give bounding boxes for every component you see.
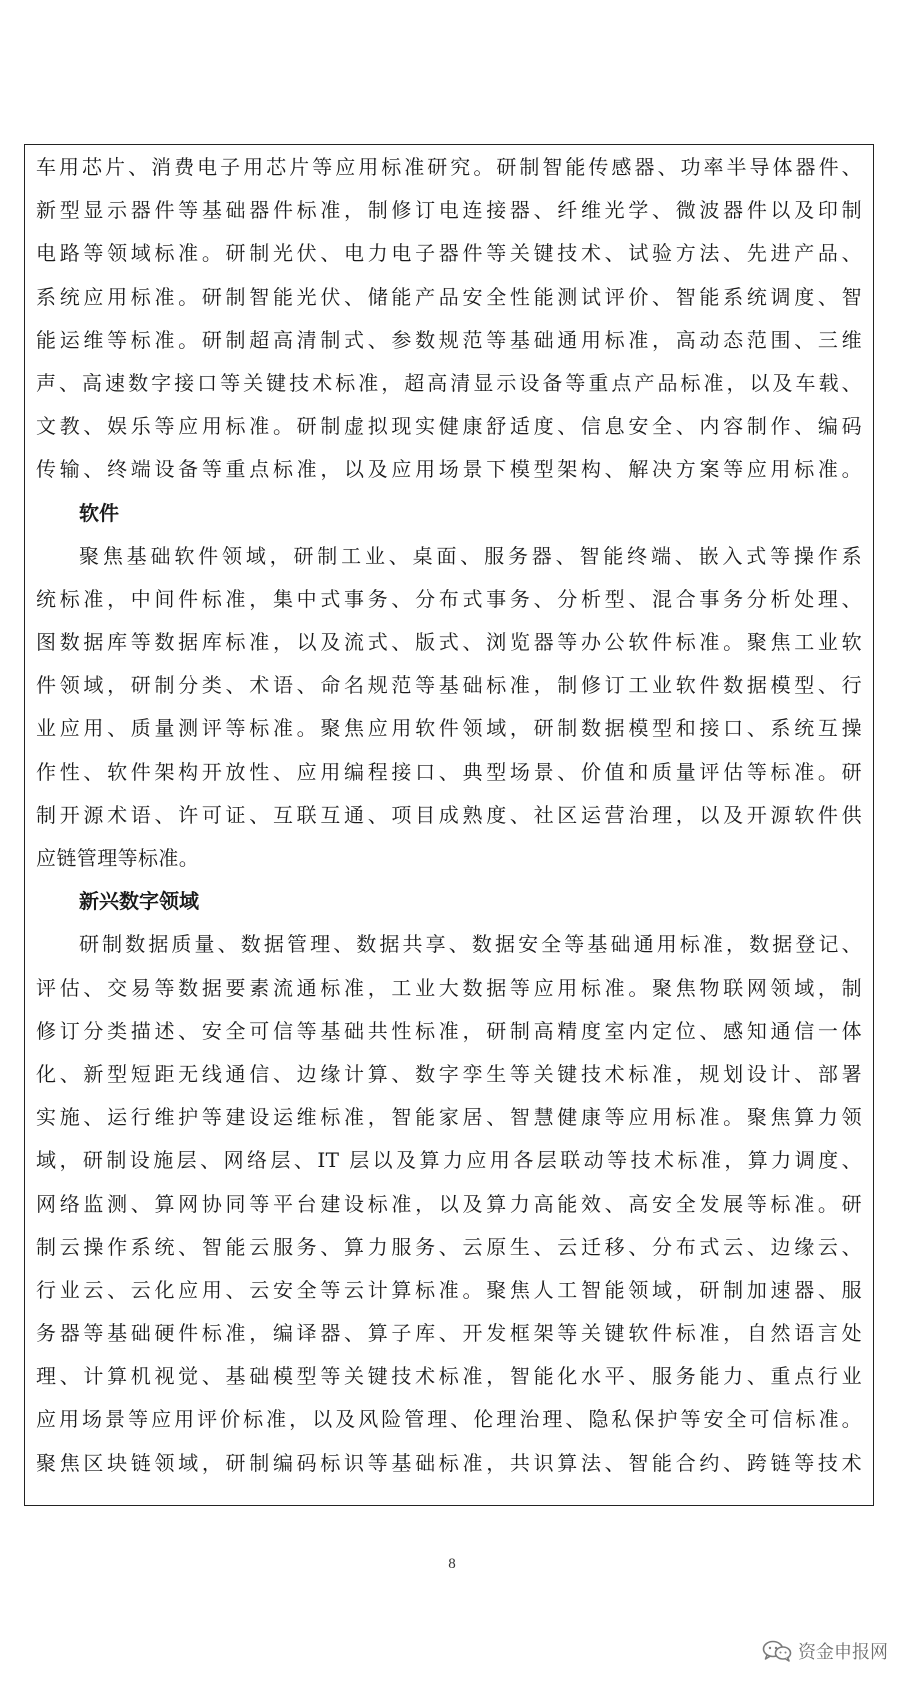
body-line: 行业云、云化应用、云安全等云计算标准。聚焦人工智能领域，研制加速器、服	[36, 1277, 862, 1302]
page-number: 8	[448, 1556, 456, 1572]
body-line: 应链管理等标准。	[36, 846, 200, 870]
body-line: 传输、终端设备等重点标准，以及应用场景下模型架构、解决方案等应用标准。	[36, 457, 862, 482]
section-heading-software: 软件	[79, 500, 119, 525]
body-line: 理、计算机视觉、基础模型等关键技术标准，智能化水平、服务能力、重点行业	[36, 1364, 862, 1389]
body-line: 修订分类描述、安全可信等基础共性标准，研制高精度室内定位、感知通信一体	[36, 1018, 862, 1043]
body-line: 统标准，中间件标准，集中式事务、分布式事务、分析型、混合事务分析处理、	[36, 586, 862, 611]
body-line: 能运维等标准。研制超高清制式、参数规范等基础通用标准，高动态范围、三维	[36, 327, 862, 352]
body-line: 车用芯片、消费电子用芯片等应用标准研究。研制智能传感器、功率半导体器件、	[36, 155, 862, 179]
body-line: 网络监测、算网协同等平台建设标准，以及算力高能效、高安全发展等标准。研	[36, 1191, 862, 1216]
body-line: 评估、交易等数据要素流通标准，工业大数据等应用标准。聚焦物联网领域，制	[36, 975, 862, 1000]
body-line: 聚焦区块链领域，研制编码标识等基础标准，共识算法、智能合约、跨链等技术	[36, 1450, 862, 1475]
body-line: 作性、软件架构开放性、应用编程接口、典型场景、价值和质量评估等标准。研	[36, 759, 862, 784]
section-heading-digital: 新兴数字领域	[79, 889, 199, 914]
body-line: 研制数据质量、数据管理、数据共享、数据安全等基础通用标准，数据登记、	[79, 932, 862, 957]
body-line: 图数据库等数据库标准，以及流式、版式、浏览器等办公软件标准。聚焦工业软	[36, 630, 862, 655]
body-line: 业应用、质量测评等标准。聚焦应用软件领域，研制数据模型和接口、系统互操	[36, 716, 862, 741]
body-line: 域，研制设施层、网络层、IT 层以及算力应用各层联动等技术标准，算力调度、	[36, 1148, 862, 1173]
body-line: 制云操作系统、智能云服务、算力服务、云原生、云迁移、分布式云、边缘云、	[36, 1234, 862, 1259]
body-line: 实施、运行维护等建设运维标准，智能家居、智慧健康等应用标准。聚焦算力领	[36, 1105, 862, 1130]
wechat-icon	[762, 1639, 792, 1663]
body-line: 系统应用标准。研制智能光伏、储能产品安全性能测试评价、智能系统调度、智	[36, 284, 862, 309]
body-line: 件领域，研制分类、术语、命名规范等基础标准，制修订工业软件数据模型、行	[36, 673, 862, 698]
body-line: 声、高速数字接口等关键技术标准，超高清显示设备等重点产品标准，以及车载、	[36, 370, 862, 395]
body-line: 文教、娱乐等应用标准。研制虚拟现实健康舒适度、信息安全、内容制作、编码	[36, 414, 862, 439]
body-line: 务器等基础硬件标准，编译器、算子库、开发框架等关键软件标准，自然语言处	[36, 1321, 862, 1346]
body-line: 化、新型短距无线通信、边缘计算、数字孪生等关键技术标准，规划设计、部署	[36, 1061, 862, 1086]
body-line: 应用场景等应用评价标准，以及风险管理、伦理治理、隐私保护等安全可信标准。	[36, 1407, 862, 1432]
watermark	[762, 1638, 888, 1664]
body-line: 制开源术语、许可证、互联互通、项目成熟度、社区运营治理，以及开源软件供	[36, 802, 862, 827]
body-line: 聚焦基础软件领域，研制工业、桌面、服务器、智能终端、嵌入式等操作系	[79, 543, 862, 568]
watermark-text: 资金申报网	[798, 1642, 888, 1663]
body-line: 新型显示器件等基础器件标准，制修订电连接器、纤维光学、微波器件以及印制	[36, 198, 862, 223]
document-body	[24, 144, 874, 1506]
body-line: 电路等领域标准。研制光伏、电力电子器件等关键技术、试验方法、先进产品、	[36, 241, 862, 266]
